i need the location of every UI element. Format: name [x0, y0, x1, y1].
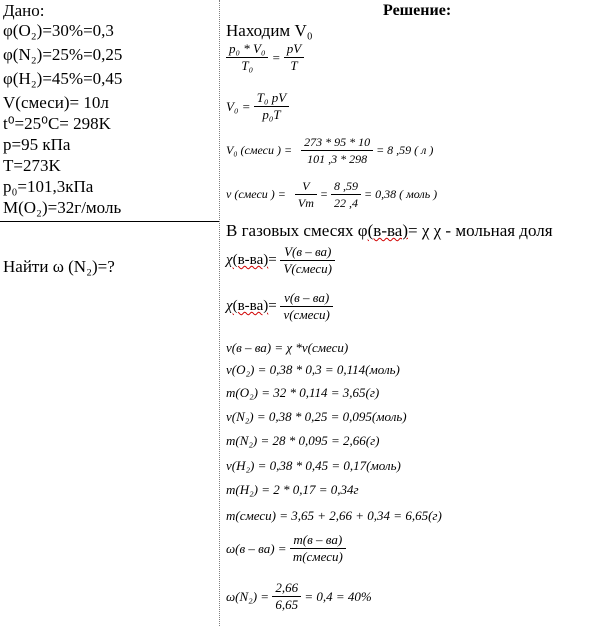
equation-nu-mix	[226, 178, 437, 211]
equation-nu-n2: ν(N₂) = 0,38 * 0,25 = 0,095(моль)	[226, 409, 407, 424]
eq16-rhs: = 0,4 = 40%	[304, 588, 372, 604]
gas-text-wavy: (в-ва)	[367, 221, 408, 240]
solution-title: Решение:	[383, 2, 452, 19]
eq5-equals: =	[268, 252, 277, 268]
gas-mixture-text	[226, 221, 553, 241]
eq2-den: p₀T	[262, 107, 281, 122]
eq4-mid: =	[319, 187, 329, 201]
equation-m-mix: m(смеси) = 3,65 + 2,66 + 0,34 = 6,65(г)	[226, 508, 442, 523]
eq1-lhs-den: T₀	[241, 58, 254, 73]
eq15-den: m(смеси)	[292, 549, 343, 564]
eq16-num: 2,66	[272, 580, 301, 597]
given-line: M(O₂)=32г/моль	[3, 198, 122, 217]
equation-nu-o2: ν(O₂) = 0,38 * 0,3 = 0,114(моль)	[226, 362, 400, 377]
eq5-den: V(смеси)	[283, 261, 332, 276]
eq3-lhs: V₀ (смеси ) =	[226, 143, 293, 157]
find-text: Найти ω (N₂)=?	[3, 257, 115, 276]
eq5-num: V(в – ва)	[280, 244, 335, 261]
equation-gas-law	[226, 41, 304, 74]
gas-text-post: = χ χ - мольная доля	[407, 221, 553, 240]
given-line: T=273K	[3, 156, 61, 175]
find-v0-text: Находим V₀	[226, 21, 313, 40]
eq16-lhs: ω(N₂) =	[226, 588, 270, 604]
eq2-num: T₀ pV	[254, 90, 289, 107]
eq2-lhs: V₀ =	[226, 98, 251, 114]
eq6-den: ν(смеси)	[283, 307, 330, 322]
equation-m-n2: m(N₂) = 28 * 0,095 = 2,66(г)	[226, 433, 380, 448]
eq1-lhs-num: p₀ * V₀	[226, 41, 268, 58]
equation-m-h2: m(H₂) = 2 * 0,17 = 0,34г	[226, 482, 359, 497]
equation-nu-substance: ν(в – ва) = χ *ν(смеси)	[226, 340, 349, 355]
given-line: p=95 кПа	[3, 135, 71, 154]
given-line: p₀=101,3кПа	[3, 177, 94, 196]
equation-omega-n2	[226, 580, 372, 613]
eq1-equals: =	[271, 49, 281, 65]
equation-nu-h2: ν(H₂) = 0,38 * 0,45 = 0,17(моль)	[226, 458, 401, 473]
eq1-rhs-den: T	[290, 58, 298, 73]
eq15-num: m(в – ва)	[290, 532, 346, 549]
given-line: φ(O₂)=30%=0,3	[3, 21, 114, 40]
eq3-num: 273 * 95 * 10	[301, 134, 373, 151]
eq4-num2: 8 ,59	[331, 178, 361, 195]
equation-v0	[226, 90, 289, 123]
eq3-rhs: = 8 ,59 ( л )	[376, 143, 434, 157]
given-line: V(смеси)= 10л	[3, 93, 109, 112]
eq16-den: 6,65	[275, 597, 299, 612]
equation-chi-volume	[226, 244, 335, 277]
eq5-lhs-pre: χ	[226, 252, 233, 268]
given-divider	[0, 221, 219, 222]
eq6-lhs-pre: χ	[226, 298, 233, 314]
eq4-lhs: ν (смеси ) =	[226, 187, 286, 201]
eq6-equals: =	[268, 298, 277, 314]
given-title: Дано:	[3, 1, 45, 20]
eq4-num1: V	[295, 178, 317, 195]
eq1-rhs-num: pV	[284, 41, 304, 58]
equation-omega-substance	[226, 532, 346, 565]
column-divider	[219, 0, 220, 626]
given-line: φ(N₂)=25%=0,25	[3, 45, 123, 64]
eq4-den2: 22 ,4	[334, 196, 359, 210]
equation-chi-moles	[226, 290, 333, 323]
eq6-lhs-wavy: (в-ва)	[232, 298, 269, 314]
equation-v0-mix	[226, 134, 433, 167]
eq4-den1: Vm	[297, 196, 314, 210]
given-line: t⁰=25⁰C= 298K	[3, 114, 111, 133]
eq15-lhs: ω(в – ва) =	[226, 540, 287, 556]
equation-m-o2: m(O₂) = 32 * 0,114 = 3,65(г)	[226, 385, 380, 400]
eq4-rhs: = 0,38 ( моль )	[364, 187, 438, 201]
gas-text-pre: В газовых смесях φ	[226, 221, 368, 240]
eq3-den: 101 ,3 * 298	[307, 152, 368, 166]
eq6-num: ν(в – ва)	[280, 290, 332, 307]
eq5-lhs-wavy: (в-ва)	[232, 252, 269, 268]
given-line: φ(H₂)=45%=0,45	[3, 69, 123, 88]
